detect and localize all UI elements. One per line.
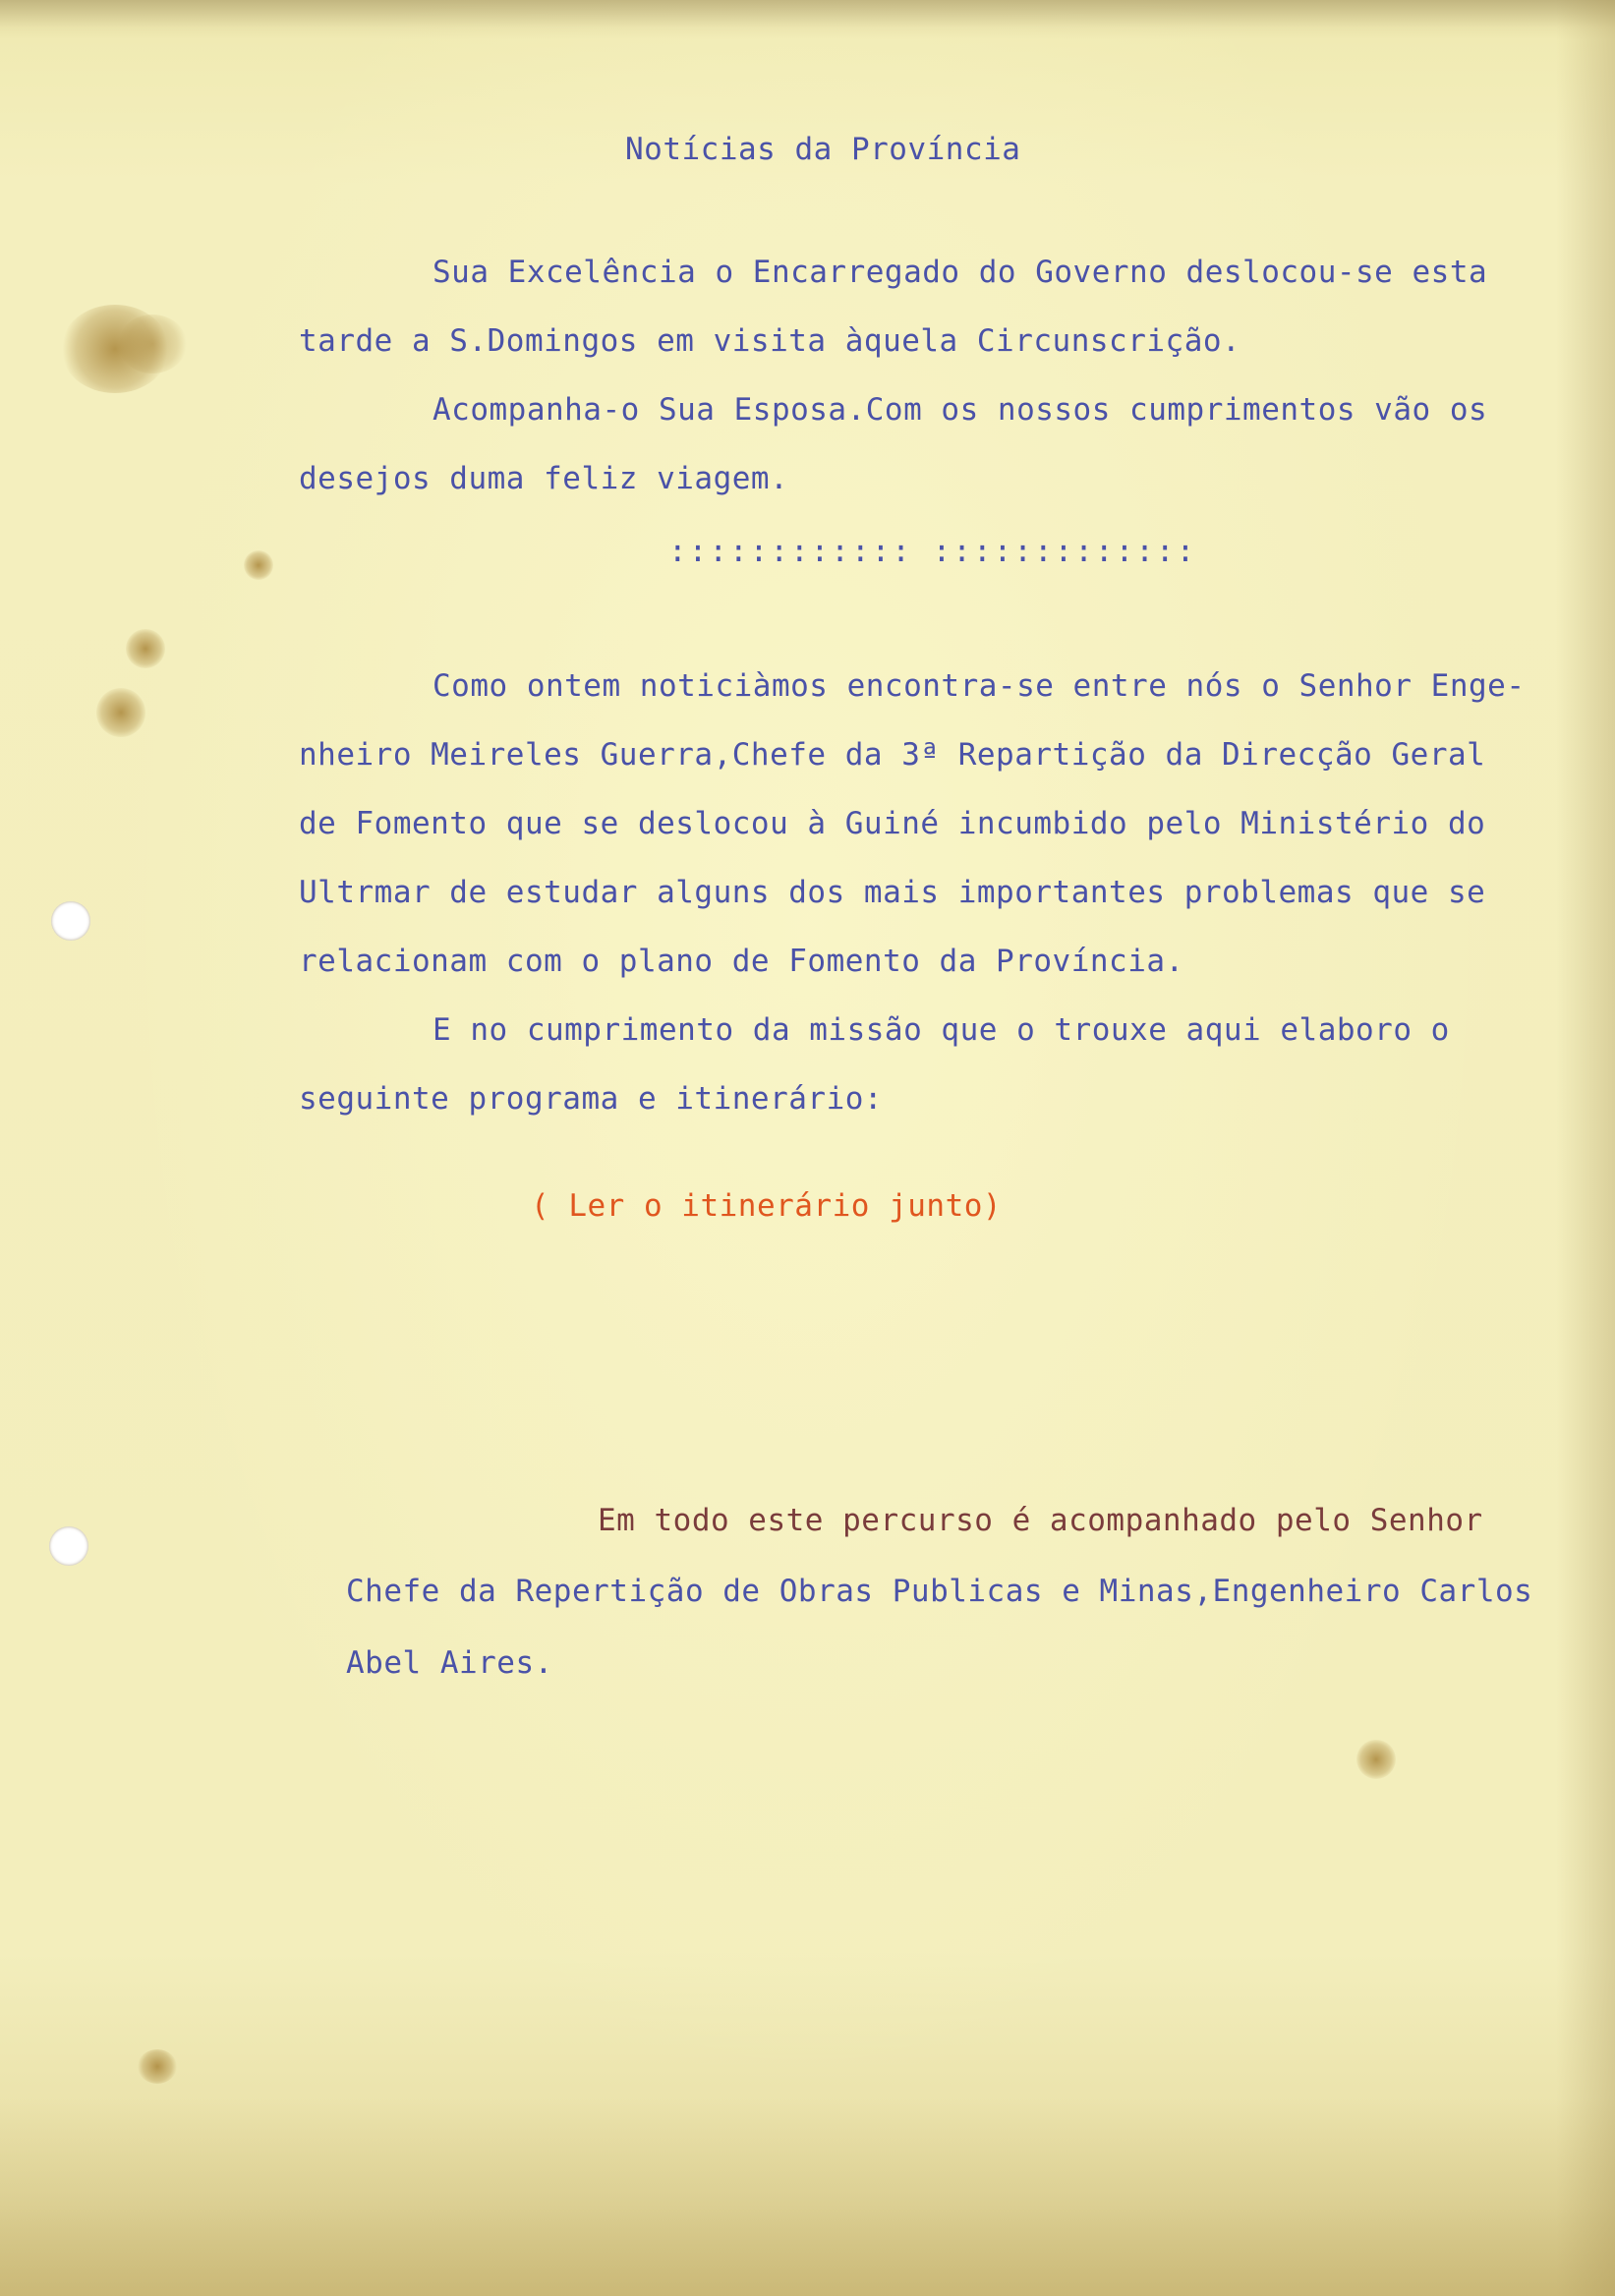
punch-hole-top [51,901,90,941]
paragraph2-line2: desejos duma feliz viagem. [299,461,789,496]
document-title: Notícias da Província [625,132,1021,167]
paragraph4-line1: E no cumprimento da missão que o trouxe aqui elaboro o [433,1012,1450,1048]
paragraph1-line2: tarde a S.Domingos em visita àquela Circunscrição. [299,323,1241,359]
paragraph3-line4: Ultrmar de estudar alguns dos mais importantes problemas que se [299,875,1486,910]
paragraph5-line3: Abel Aires. [346,1645,553,1681]
paper-edge-top [0,0,1615,39]
paragraph5-line2: Chefe da Repertição de Obras Publicas e Minas,Engenheiro Carlos [346,1574,1533,1609]
paragraph1-line1: Sua Excelência o Encarregado do Governo deslocou-se esta [433,255,1488,290]
paragraph3-line5: relacionam com o plano de Fomento da Província. [299,944,1184,979]
paragraph3-line2: nheiro Meireles Guerra,Chefe da 3ª Repartição da Direcção Geral [299,737,1486,773]
red-note: ( Ler o itinerário junto) [531,1188,1003,1224]
paragraph5-line1: Em todo este percurso é acompanhado pelo Senhor [598,1503,1483,1538]
punch-hole-bottom [49,1526,88,1566]
stain [118,315,187,373]
separator-dots: :::::::::::: ::::::::::::: [668,534,1197,569]
paper-edge-right [1556,0,1615,2296]
paragraph4-line2: seguinte programa e itinerário: [299,1081,884,1117]
paragraph3-line1: Como ontem noticiàmos encontra-se entre nós o Senhor Enge- [433,668,1526,704]
paper-edge-bottom [0,2099,1615,2296]
stain [96,688,145,737]
stain [126,629,165,668]
paragraph3-line3: de Fomento que se deslocou à Guiné incumbido pelo Ministério do [299,806,1486,841]
stain [138,2049,177,2084]
paragraph2-line1: Acompanha-o Sua Esposa.Com os nossos cumprimentos vão os [433,392,1488,428]
stain [1356,1740,1396,1779]
stain [244,550,273,580]
